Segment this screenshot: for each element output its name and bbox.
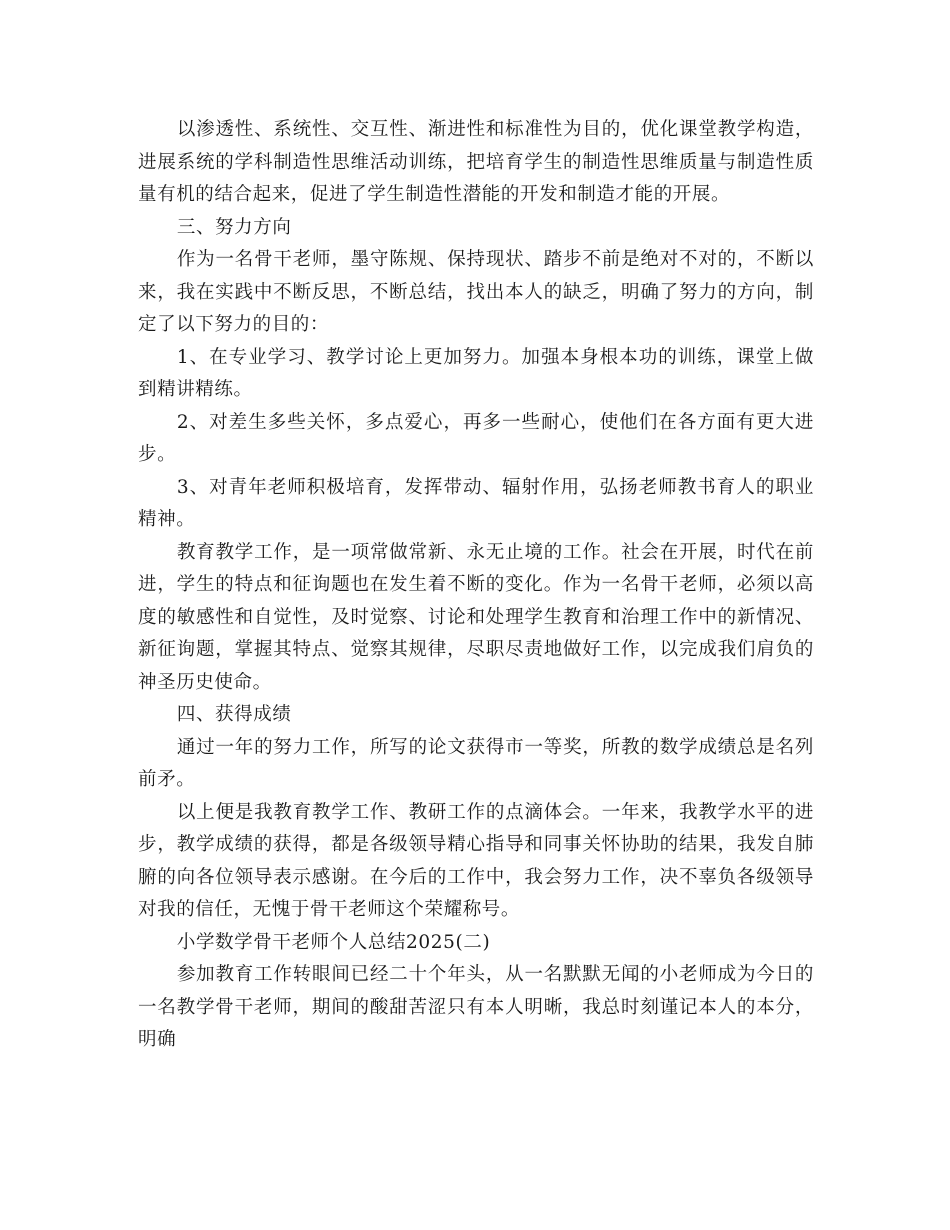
list-item-goal-3: 3、对青年老师积极培育，发挥带动、辐射作用，弘扬老师教书育人的职业精神。 [138,476,814,530]
list-item-goal-1: 1、在专业学习、教学讨论上更加努力。加强本身根本功的训练，课堂上做到精讲精练。 [138,346,814,400]
paragraph-achievements: 通过一年的努力工作，所写的论文获得市一等奖，所教的数学成绩总是名列前矛。 [138,736,814,790]
list-item-goal-2: 2、对差生多些关怀，多点爱心，再多一些耐心，使他们在各方面有更大进步。 [138,411,814,465]
paragraph-effort-direction: 作为一名骨干老师，墨守陈规、保持现状、踏步不前是绝对不对的，不断以来，我在实践中不断反思，不断总结，找出本人的缺乏，明确了努力的方向，制定了以下努力的目的： [138,249,814,335]
paragraph-intro-continuation: 以渗透性、系统性、交互性、渐进性和标准性为目的，优化课堂教学构造，进展系统的学科制造性思维活动训练，把培育学生的制造性思维质量与制造性质量有机的结合起来，促进了学生制造性潜能的开发和制造才能的开展。 [138,119,814,205]
paragraph-teaching-work: 教育教学工作，是一项常做常新、永无止境的工作。社会在开展，时代在前进，学生的特点和征询题也在发生着不断的变化。作为一名骨干老师，必须以高度的敏感性和自觉性，及时觉察、讨论和处理学生教育和治理工作中的新情况、新征询题，掌握其特点、觉察其规律，尽职尽责地做好工作，以完成我们肩负的神圣历史使命。 [138,541,814,693]
section-heading-effort-direction: 三、努力方向 [176,216,292,238]
document-subtitle-part-two: 小学数学骨干老师个人总结2025(二) [176,931,491,953]
document-body [138,114,814,1057]
section-heading-achievements: 四、获得成绩 [176,704,292,725]
paragraph-closing: 以上便是我教育教学工作、教研工作的点滴体会。一年来，我教学水平的进步，教学成绩的获得，都是各级领导精心指导和同事关怀协助的结果，我发自肺腑的向各位领导表示感谢。在今后的工作中，我会努力工作，决不辜负各级领导对我的信任，无愧于骨干老师这个荣耀称号。 [138,801,814,920]
paragraph-part-two-opening: 参加教育工作转眼间已经二十个年头，从一名默默无闻的小老师成为今日的一名教学骨干老师，期间的酸甜苦涩只有本人明晰，我总时刻谨记本人的本分，明确 [138,964,814,1050]
